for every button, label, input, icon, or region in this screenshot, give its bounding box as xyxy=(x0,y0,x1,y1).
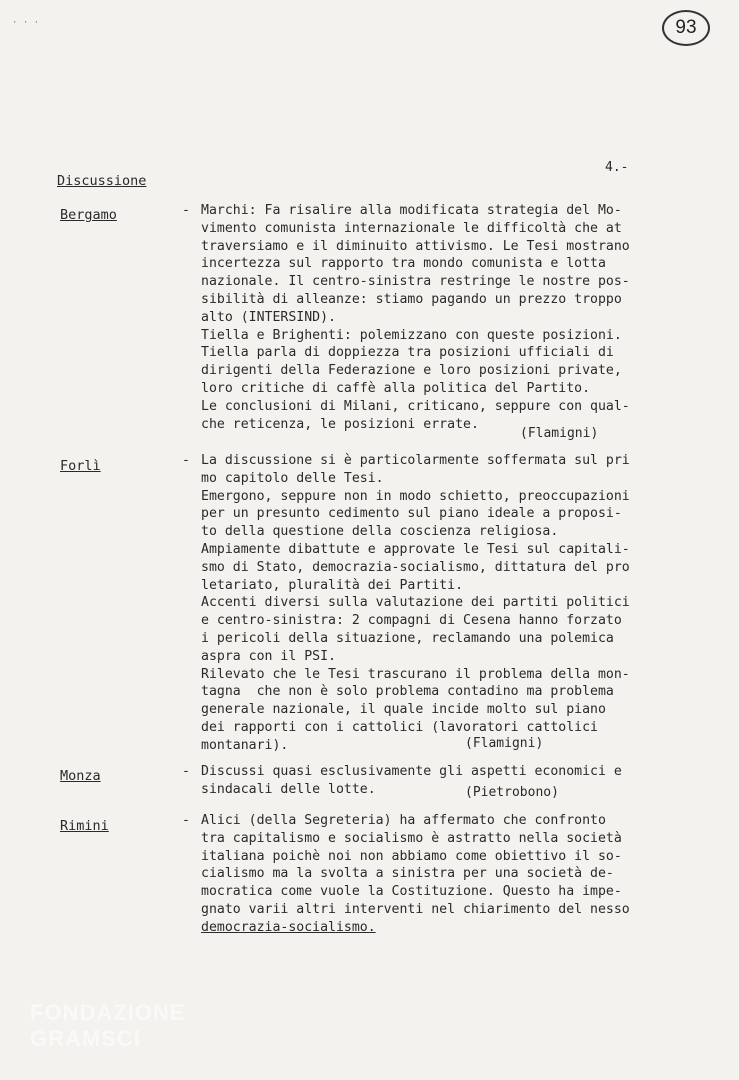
text-line: La discussione si è particolarmente soffermata sul pri xyxy=(201,453,630,468)
text-line: incertezza sul rapporto tra mondo comunista e lotta xyxy=(201,256,606,272)
entry-label-forli: Forlì xyxy=(60,458,101,474)
text-line: dei rapporti con i cattolici (lavoratori cattolici xyxy=(201,720,598,735)
text-line: gnato varii altri interventi nel chiarimento del nesso xyxy=(201,902,630,917)
text-line: dirigenti della Federazione e loro posizioni private, xyxy=(201,363,622,379)
text-line: sindacali delle lotte. xyxy=(201,781,376,797)
scan-specks: · · · xyxy=(12,18,40,28)
page-number: 4.- xyxy=(605,160,629,175)
text-line: e centro-sinistra: 2 compagni di Cesena hanno forzato xyxy=(201,613,622,629)
entry-dash: - xyxy=(182,203,190,218)
text-line: Rilevato che le Tesi trascurano il problema della mon- xyxy=(201,666,630,682)
watermark-line: GRAMSCI xyxy=(30,1026,141,1051)
page-stamp: 93 xyxy=(662,10,710,46)
entry-dash: - xyxy=(182,764,190,779)
text-line: che reticenza, le posizioni errate. xyxy=(201,416,479,432)
text-line: Le conclusioni di Milani, criticano, seppure con qual- xyxy=(201,398,630,414)
text-line: italiana poichè noi non abbiamo come obiettivo il so- xyxy=(201,848,622,864)
text-line: tra capitalismo e socialismo è astratto nella società xyxy=(201,830,622,846)
text-line: Accenti diversi sulla valutazione dei partiti politici xyxy=(201,595,630,611)
entry-body-forli xyxy=(182,452,682,808)
entry-dash: - xyxy=(182,813,190,828)
signature-forli: (Flamigni) xyxy=(465,736,544,751)
section-title: Discussione xyxy=(57,173,147,189)
entry-dash: - xyxy=(182,453,190,468)
entry-body-bergamo xyxy=(182,202,682,487)
text-line: generale nazionale, il quale incide molto sul piano xyxy=(201,702,606,718)
text-line: traversiamo e il diminuito attivismo. Le Tesi mostrano xyxy=(201,238,630,254)
text-line: letariato, pluralità dei Partiti. xyxy=(201,577,464,593)
entry-label-bergamo: Bergamo xyxy=(60,207,117,223)
watermark-line: FONDAZIONE xyxy=(30,1000,186,1025)
text-line: loro critiche di caffè alla politica del Partito. xyxy=(201,381,591,396)
text-line: alto (INTERSIND). xyxy=(201,309,336,325)
text-line: tagna che non è solo problema contadino ma problema xyxy=(201,684,614,700)
text-line: aspra con il PSI. xyxy=(201,648,336,664)
text-line: Discussi quasi esclusivamente gli aspetti economici e xyxy=(201,764,622,779)
text-line: to della questione della coscienza religiosa. xyxy=(201,524,559,540)
text-line: democrazia-socialismo. xyxy=(201,919,376,935)
entry-body-rimini xyxy=(182,812,682,990)
text-line: Ampiamente dibattute e approvate le Tesi sul capitali- xyxy=(201,542,630,557)
text-line: Marchi: Fa risalire alla modificata strategia del Mo- xyxy=(201,203,622,218)
text-line: mocratica come vuole la Costituzione. Questo ha impe- xyxy=(201,884,622,900)
watermark-logo xyxy=(30,1000,200,1070)
text-line: vimento comunista internazionale le difficoltà che at xyxy=(201,220,622,236)
text-line: per un presunto cedimento sul piano ideale a proposi- xyxy=(201,506,622,522)
entry-label-monza: Monza xyxy=(60,768,101,784)
text-line: Alici (della Segreteria) ha affermato che confronto xyxy=(201,813,606,828)
text-line: smo di Stato, democrazia-socialismo, dittatura del pro xyxy=(201,559,630,575)
text-line: Tiella parla di doppiezza tra posizioni ufficiali di xyxy=(201,345,614,361)
text-line: sibilità di alleanze: stiamo pagando un prezzo troppo xyxy=(201,292,622,307)
entry-label-rimini: Rimini xyxy=(60,818,109,834)
text-line: cialismo ma la svolta a sinistra per una società de- xyxy=(201,866,614,882)
text-line: nazionale. Il centro-sinistra restringe le nostre pos- xyxy=(201,274,630,290)
signature-monza: (Pietrobono) xyxy=(465,785,559,800)
text-line: i pericoli della situazione, reclamando una polemica xyxy=(201,631,614,646)
signature-bergamo: (Flamigni) xyxy=(520,426,599,441)
text-line: mo capitolo delle Tesi. xyxy=(201,470,384,486)
text-line: Tiella e Brighenti: polemizzano con queste posizioni. xyxy=(201,327,622,343)
text-line: Emergono, seppure non in modo schietto, preoccupazioni xyxy=(201,488,630,504)
text-line: montanari). xyxy=(201,737,289,753)
